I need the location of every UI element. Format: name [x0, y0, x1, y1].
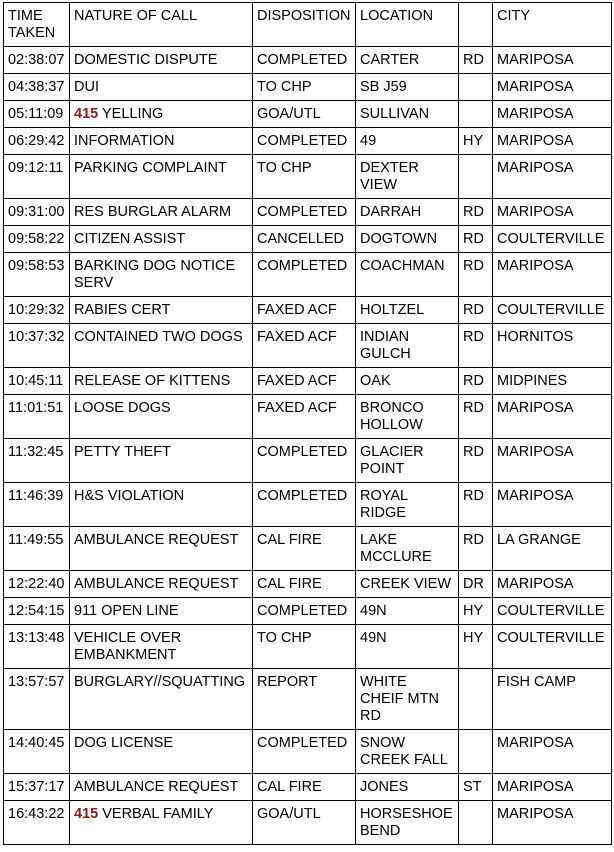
cell-time: 11:49:55: [4, 527, 70, 571]
cell-city: COULTERVILLE: [493, 297, 612, 324]
cell-disposition: COMPLETED: [253, 47, 356, 74]
cell-time: 09:12:11: [4, 155, 70, 199]
table-row: [4, 253, 612, 297]
cell-disposition: COMPLETED: [253, 439, 356, 483]
cell-city: MARIPOSA: [493, 74, 612, 101]
call-nature-text: CITIZEN ASSIST: [74, 231, 186, 247]
cell-nature: [70, 801, 253, 845]
cell-suffix: RD: [459, 483, 493, 527]
table-row: [4, 483, 612, 527]
cell-city: COULTERVILLE: [493, 226, 612, 253]
cell-nature: [70, 439, 253, 483]
cell-time: 10:45:11: [4, 368, 70, 395]
table-row: [4, 774, 612, 801]
cell-nature: [70, 598, 253, 625]
cell-location: DOGTOWN: [356, 226, 459, 253]
call-nature-text: DUI: [74, 79, 99, 95]
cell-suffix: RD: [459, 199, 493, 226]
cell-suffix: RD: [459, 368, 493, 395]
table-row: [4, 128, 612, 155]
cell-nature: [70, 669, 253, 730]
cell-location: INDIAN GULCH: [356, 324, 459, 368]
cell-suffix: [459, 101, 493, 128]
call-nature-text: PETTY THEFT: [74, 444, 171, 460]
cell-time: 04:38:37: [4, 74, 70, 101]
cell-city: FISH CAMP: [493, 669, 612, 730]
call-nature-text: 911 OPEN LINE: [74, 603, 179, 619]
cell-suffix: RD: [459, 527, 493, 571]
cell-time: 10:37:32: [4, 324, 70, 368]
call-nature-text: VERBAL FAMILY: [98, 806, 214, 822]
cell-nature: [70, 101, 253, 128]
cell-time: 09:58:53: [4, 253, 70, 297]
cell-disposition: CAL FIRE: [253, 774, 356, 801]
cell-disposition: FAXED ACF: [253, 368, 356, 395]
cell-disposition: COMPLETED: [253, 483, 356, 527]
cell-disposition: GOA/UTL: [253, 801, 356, 845]
cell-nature: [70, 253, 253, 297]
cell-time: 12:54:15: [4, 598, 70, 625]
call-nature-text: RELEASE OF KITTENS: [74, 373, 231, 389]
cell-suffix: DR: [459, 571, 493, 598]
table-row: [4, 297, 612, 324]
call-nature-text: AMBULANCE REQUEST: [74, 779, 239, 795]
cell-time: 10:29:32: [4, 297, 70, 324]
cell-location: LAKE MCCLURE: [356, 527, 459, 571]
cell-disposition: CAL FIRE: [253, 571, 356, 598]
cell-disposition: FAXED ACF: [253, 395, 356, 439]
cell-disposition: CANCELLED: [253, 226, 356, 253]
cell-city: MARIPOSA: [493, 395, 612, 439]
call-nature-text: BURGLARY//SQUATTING: [74, 674, 246, 690]
cell-disposition: TO CHP: [253, 74, 356, 101]
cell-city: MIDPINES: [493, 368, 612, 395]
table-row: [4, 598, 612, 625]
call-nature-text: INFORMATION: [74, 133, 175, 149]
cell-city: MARIPOSA: [493, 128, 612, 155]
cell-city: MARIPOSA: [493, 101, 612, 128]
cell-time: 14:40:45: [4, 730, 70, 774]
call-nature-text: YELLING: [98, 106, 164, 122]
call-nature-text: PARKING COMPLAINT: [74, 160, 227, 176]
cell-suffix: RD: [459, 253, 493, 297]
cell-city: MARIPOSA: [493, 730, 612, 774]
cell-location: GLACIER POINT: [356, 439, 459, 483]
call-nature-text: RES BURGLAR ALARM: [74, 204, 232, 220]
cell-location: DEXTER VIEW: [356, 155, 459, 199]
cell-time: 16:43:22: [4, 801, 70, 845]
cell-time: 11:32:45: [4, 439, 70, 483]
call-nature-text: VEHICLE OVER EMBANKMENT: [74, 630, 182, 663]
cell-nature: [70, 527, 253, 571]
cell-city: MARIPOSA: [493, 571, 612, 598]
cell-suffix: RD: [459, 324, 493, 368]
cell-suffix: [459, 74, 493, 101]
table-row: [4, 47, 612, 74]
cell-time: 09:58:22: [4, 226, 70, 253]
table-header-row: [4, 3, 612, 47]
call-nature-text: H&S VIOLATION: [74, 488, 185, 504]
table-row: [4, 625, 612, 669]
header-disposition: DISPOSITION: [253, 3, 356, 47]
cell-nature: [70, 368, 253, 395]
cell-suffix: [459, 730, 493, 774]
cell-suffix: RD: [459, 297, 493, 324]
cell-location: HOLTZEL: [356, 297, 459, 324]
cell-nature: [70, 297, 253, 324]
cell-location: HORSESHOE BEND: [356, 801, 459, 845]
table-row: [4, 155, 612, 199]
table-row: [4, 101, 612, 128]
cell-location: CREEK VIEW: [356, 571, 459, 598]
cell-city: MARIPOSA: [493, 801, 612, 845]
cell-city: COULTERVILLE: [493, 625, 612, 669]
cell-location: 49N: [356, 625, 459, 669]
call-log-table: [3, 2, 612, 845]
cell-location: COACHMAN: [356, 253, 459, 297]
header-nature-of-call: NATURE OF CALL: [70, 3, 253, 47]
cell-time: 13:57:57: [4, 669, 70, 730]
table-row: [4, 669, 612, 730]
cell-nature: [70, 774, 253, 801]
cell-nature: [70, 47, 253, 74]
table-row: [4, 439, 612, 483]
cell-location: OAK: [356, 368, 459, 395]
table-row: [4, 395, 612, 439]
cell-location: 49N: [356, 598, 459, 625]
cell-disposition: FAXED ACF: [253, 324, 356, 368]
cell-location: DARRAH: [356, 199, 459, 226]
call-code: 415: [74, 106, 99, 122]
cell-disposition: TO CHP: [253, 155, 356, 199]
table-row: [4, 74, 612, 101]
table-body: [4, 47, 612, 845]
cell-suffix: HY: [459, 128, 493, 155]
cell-disposition: REPORT: [253, 669, 356, 730]
cell-suffix: ST: [459, 774, 493, 801]
table-row: [4, 527, 612, 571]
cell-time: 12:22:40: [4, 571, 70, 598]
cell-suffix: [459, 669, 493, 730]
cell-city: LA GRANGE: [493, 527, 612, 571]
cell-time: 11:01:51: [4, 395, 70, 439]
cell-city: MARIPOSA: [493, 774, 612, 801]
cell-nature: [70, 625, 253, 669]
cell-disposition: TO CHP: [253, 625, 356, 669]
cell-suffix: RD: [459, 395, 493, 439]
cell-suffix: HY: [459, 598, 493, 625]
call-nature-text: LOOSE DOGS: [74, 400, 171, 416]
cell-disposition: COMPLETED: [253, 253, 356, 297]
cell-city: MARIPOSA: [493, 483, 612, 527]
cell-disposition: COMPLETED: [253, 128, 356, 155]
cell-location: SB J59: [356, 74, 459, 101]
cell-location: ROYAL RIDGE: [356, 483, 459, 527]
cell-disposition: CAL FIRE: [253, 527, 356, 571]
cell-suffix: [459, 801, 493, 845]
table-row: [4, 324, 612, 368]
cell-city: MARIPOSA: [493, 439, 612, 483]
cell-disposition: COMPLETED: [253, 199, 356, 226]
cell-city: MARIPOSA: [493, 47, 612, 74]
cell-nature: [70, 324, 253, 368]
table-row: [4, 368, 612, 395]
cell-location: SULLIVAN: [356, 101, 459, 128]
cell-city: HORNITOS: [493, 324, 612, 368]
cell-city: MARIPOSA: [493, 155, 612, 199]
cell-disposition: COMPLETED: [253, 598, 356, 625]
call-nature-text: DOG LICENSE: [74, 735, 174, 751]
call-nature-text: BARKING DOG NOTICE SERV: [74, 258, 236, 291]
call-code: 415: [74, 806, 99, 822]
cell-nature: [70, 128, 253, 155]
call-nature-text: RABIES CERT: [74, 302, 171, 318]
table-row: [4, 226, 612, 253]
cell-location: CARTER: [356, 47, 459, 74]
table-row: [4, 199, 612, 226]
cell-time: 06:29:42: [4, 128, 70, 155]
call-nature-text: CONTAINED TWO DOGS: [74, 329, 243, 345]
table-row: [4, 801, 612, 845]
cell-location: JONES: [356, 774, 459, 801]
cell-suffix: HY: [459, 625, 493, 669]
cell-location: WHITE CHEIF MTN RD: [356, 669, 459, 730]
cell-suffix: RD: [459, 439, 493, 483]
cell-time: 02:38:07: [4, 47, 70, 74]
cell-city: MARIPOSA: [493, 199, 612, 226]
cell-nature: [70, 226, 253, 253]
cell-city: MARIPOSA: [493, 253, 612, 297]
cell-nature: [70, 571, 253, 598]
cell-time: 15:37:17: [4, 774, 70, 801]
cell-time: 11:46:39: [4, 483, 70, 527]
cell-location: SNOW CREEK FALL: [356, 730, 459, 774]
table-row: [4, 571, 612, 598]
cell-suffix: RD: [459, 47, 493, 74]
cell-time: 09:31:00: [4, 199, 70, 226]
cell-nature: [70, 483, 253, 527]
cell-disposition: COMPLETED: [253, 730, 356, 774]
cell-suffix: RD: [459, 226, 493, 253]
cell-disposition: GOA/UTL: [253, 101, 356, 128]
cell-nature: [70, 395, 253, 439]
header-location: LOCATION: [356, 3, 459, 47]
cell-time: 13:13:48: [4, 625, 70, 669]
header-city: CITY: [493, 3, 612, 47]
cell-location: 49: [356, 128, 459, 155]
header-time-taken: TIME TAKEN: [4, 3, 70, 47]
cell-suffix: [459, 155, 493, 199]
call-nature-text: AMBULANCE REQUEST: [74, 576, 239, 592]
cell-time: 05:11:09: [4, 101, 70, 128]
table-row: [4, 730, 612, 774]
call-nature-text: AMBULANCE REQUEST: [74, 532, 239, 548]
cell-nature: [70, 199, 253, 226]
cell-location: BRONCO HOLLOW: [356, 395, 459, 439]
header-suffix: [459, 3, 493, 47]
cell-nature: [70, 155, 253, 199]
cell-nature: [70, 730, 253, 774]
cell-disposition: FAXED ACF: [253, 297, 356, 324]
cell-nature: [70, 74, 253, 101]
cell-city: COULTERVILLE: [493, 598, 612, 625]
call-nature-text: DOMESTIC DISPUTE: [74, 52, 218, 68]
